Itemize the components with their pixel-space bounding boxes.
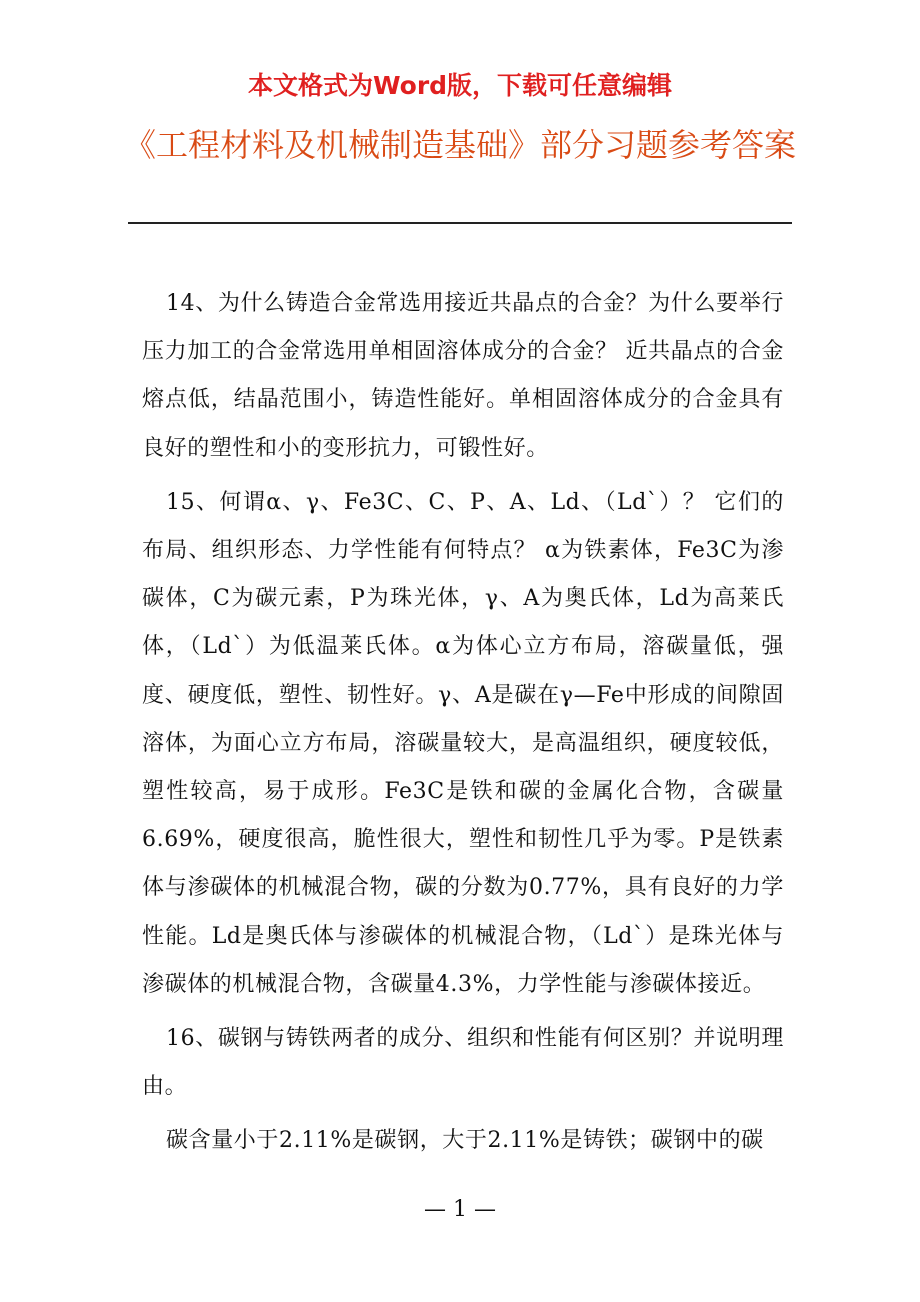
paragraph-q15: 15、何谓α、γ、Fe3C、C、P、A、Ld、（Ld`）？ 它们的布局、组织形态、力学性能有何特点？ α为铁素体，Fe3C为渗碳体，C为碳元素，P为珠光体，γ、A为奥氏体，Ld为高莱氏体，（Ld`）为低温莱氏体。α为体心立方布局，溶碳量低，强度、硬度低，塑性、韧性好。γ、A是碳在γ—Fe中形成的间隙固溶体，为面心立方布局，溶碳量较大，是高温组织，硬度较低，塑性较高，易于成形。Fe3C是铁和碳的金属化合物，含碳量6.69%，硬度很高，脆性很大，塑性和韧性几乎为零。P是铁素体与渗碳体的机械混合物，碳的分数为0.77%，具有良好的力学性能。Ld是奥氏体与渗碳体的机械混合物，（Ld`）是珠光体与渗碳体的机械混合物，含碳量4.3%，力学性能与渗碳体接近。 [142, 489, 784, 997]
paragraph-q14: 14、为什么铸造合金常选用接近共晶点的合金？为什么要举行压力加工的合金常选用单相固溶体成分的合金？ 近共晶点的合金熔点低，结晶范围小，铸造性能好。单相固溶体成分的合金具有良好的塑性和小的变形抗力，可锻性好。 [142, 291, 784, 461]
document-body [142, 280, 784, 1166]
format-notice-banner: 本文格式为Word版，下载可任意编辑 [247, 71, 673, 100]
page-number: — 1 — [424, 1197, 496, 1222]
document-title: 《工程材料及机械制造基础》部分习题参考答案 [123, 126, 796, 164]
paragraph-q16-answer: 碳含量小于2.11%是碳钢，大于2.11%是铸铁；碳钢中的碳 [166, 1128, 764, 1154]
title-divider [128, 222, 792, 224]
paragraph-q16: 16、碳钢与铸铁两者的成分、组织和性能有何区别？并说明理由。 [142, 1026, 784, 1100]
